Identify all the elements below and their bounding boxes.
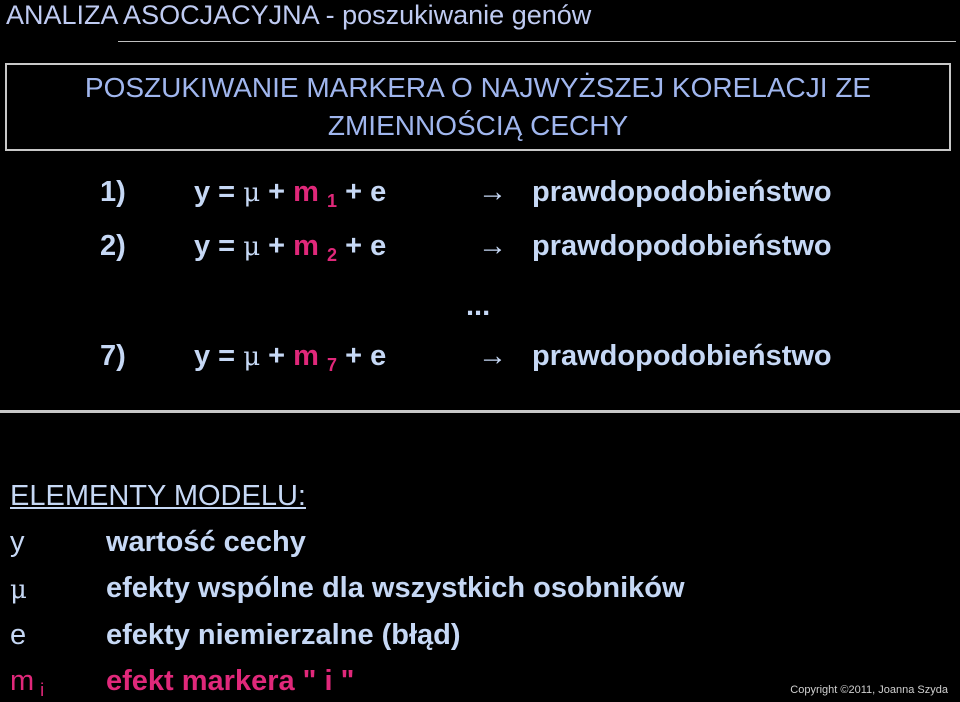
plus-sign: + [268, 340, 286, 372]
box-line-1: POSZUKIWANIE MARKERA O NAJWYŻSZEJ KORELACJI ZE [84, 72, 872, 103]
marker-letter: m [293, 176, 319, 208]
legend-desc-e: efekty niemierzalne (błąd) [106, 619, 461, 651]
title-divider [118, 41, 956, 42]
legend-desc-mu: efekty wspólne dla wszystkich osobników [106, 572, 685, 604]
equation-y: y = [194, 340, 236, 372]
arrow-icon: → [478, 340, 507, 372]
equation-rest: + e [345, 176, 387, 208]
plus-sign: + [268, 230, 286, 262]
ellipsis: ... [466, 290, 491, 322]
equation-rest: + e [345, 230, 387, 262]
legend-symbol-mu: μ [10, 575, 27, 605]
box-line-2: ZMIENNOŚCIĄ CECHY [327, 110, 629, 141]
equation-7-formula [194, 340, 386, 380]
equation-2-number: 2) [100, 230, 126, 262]
mu-symbol: μ [243, 178, 261, 208]
arrow-icon: → [478, 176, 507, 208]
equation-rest: + e [345, 340, 387, 372]
mu-symbol: μ [243, 342, 261, 372]
legend-symbol-e: e [10, 619, 27, 651]
legend-symbol-y: y [10, 526, 25, 558]
model-heading: ELEMENTY MODELU: [10, 480, 306, 512]
section-divider [0, 410, 960, 413]
copyright-text: Copyright ©2011, Joanna Szyda [790, 684, 948, 696]
marker-subscript: 7 [327, 355, 338, 375]
equation-y: y = [194, 176, 236, 208]
plus-sign: + [268, 176, 286, 208]
marker-subscript: 1 [327, 191, 338, 211]
legend-marker-letter: m [10, 665, 35, 697]
mu-symbol: μ [243, 232, 261, 262]
equation-1-result: prawdopodobieństwo [532, 176, 832, 208]
legend-desc-mi: efekt markera " i " [106, 665, 355, 697]
legend-desc-y: wartość cechy [106, 526, 306, 558]
equation-7-result: prawdopodobieństwo [532, 340, 832, 372]
marker-symbol [293, 230, 338, 265]
arrow-icon: → [478, 230, 507, 262]
equation-y: y = [194, 230, 236, 262]
equation-7-number: 7) [100, 340, 126, 372]
legend-marker-subscript: i [40, 680, 45, 700]
equation-1-number: 1) [100, 176, 126, 208]
legend-symbol-mi [10, 665, 44, 701]
marker-letter: m [293, 230, 319, 262]
equation-2-result: prawdopodobieństwo [532, 230, 832, 262]
marker-symbol [293, 340, 338, 375]
marker-letter: m [293, 340, 319, 372]
marker-symbol [293, 176, 338, 211]
equation-2-formula [194, 230, 386, 270]
marker-subscript: 2 [327, 245, 338, 265]
page-title: ANALIZA ASOCJACYJNA - poszukiwanie genów [6, 0, 592, 30]
equation-1-formula [194, 176, 386, 216]
